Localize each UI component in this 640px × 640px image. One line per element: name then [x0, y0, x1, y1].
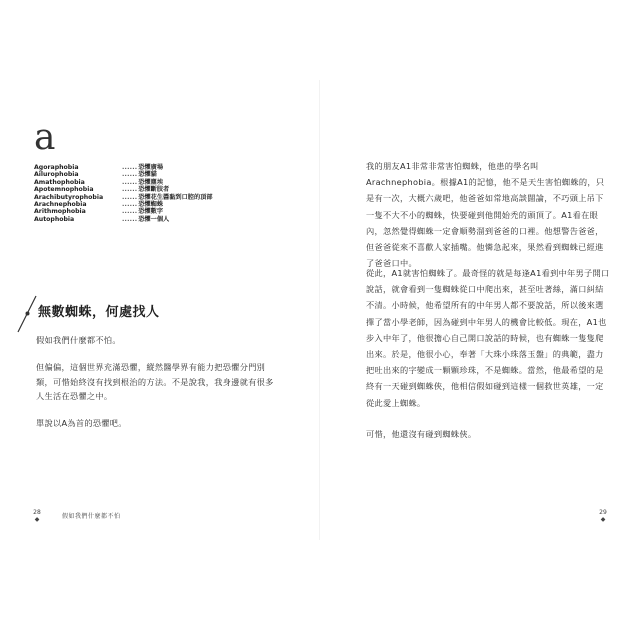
page-gutter: [319, 80, 320, 540]
page-number-text: 28: [33, 509, 41, 516]
leader-dots: ......: [122, 215, 138, 223]
leader-dots: ......: [122, 164, 138, 171]
leader-dots: ......: [122, 171, 138, 179]
phobia-meaning: 恐懼貓: [138, 171, 157, 179]
phobia-item: [34, 208, 264, 215]
leader-dots: ......: [122, 208, 138, 216]
leader-dots: ......: [122, 193, 138, 201]
body-paragraph: 假如我們什麼都不怕。: [36, 335, 121, 345]
page-mark: ◆: [600, 516, 606, 523]
phobia-term: Ailurophobia: [34, 171, 79, 179]
phobia-term: Arithmophobia: [34, 208, 86, 216]
phobia-meaning: 恐懼蜘蛛: [138, 201, 164, 209]
heading-slash-icon: [14, 294, 40, 334]
page-number: [596, 509, 610, 523]
leader-dots: ......: [122, 201, 138, 209]
phobia-list: [34, 164, 264, 223]
chapter-letter: a: [34, 117, 56, 158]
phobia-item: [34, 194, 264, 201]
phobia-meaning: 恐懼塵埃: [138, 178, 164, 186]
running-footer: 假如我們什麼都不怕: [62, 513, 121, 520]
phobia-meaning: 恐懼一個人: [138, 215, 170, 223]
phobia-term: Apotemnophobia: [34, 186, 94, 194]
phobia-item: [34, 171, 264, 178]
phobia-term: Arachnephobia: [34, 201, 87, 209]
phobia-term: Agoraphobia: [34, 164, 79, 171]
phobia-meaning: 恐懼數字: [138, 208, 164, 216]
body-paragraph: 可惜，他還沒有碰到蜘蛛俠。: [366, 429, 477, 439]
body-paragraph: 單說以A為首的恐懼吧。: [36, 418, 127, 428]
body-paragraph: 從此，A1就害怕蜘蛛了。最奇怪的就是每逢A1看到中年男子開口說話，就會看到一隻蜘蛛從口中爬出來，甚至吐著絲，滿口糾結不清。小時候，他希望所有的中年男人都不要說話，所以後來選擇了當小學老師，因為碰到中年男人的機會比較低。現在，A1也步入中年了，他很擔心自己開口說話的時候，也有蜘蛛一隻隻爬出來。於是，他很小心，奉著「大珠小珠落玉盤」的典範，盡力把吐出來的字變成一顆顆珍珠，不是蜘蛛。當然，他最希望的是終有一天碰到蜘蛛俠，他相信假如碰到這樣一個救世英雄，一定從此愛上蜘蛛。: [366, 268, 610, 408]
phobia-term: Arachibutyrophobia: [34, 193, 104, 201]
page-mark: ◆: [34, 516, 40, 523]
body-paragraph: 但偏偏，這個世界充滿恐懼，縱然醫學界有能力把恐懼分門別類，可惜始終沒有找到根治的方法。不是說我，我身邊就有很多人生活在恐懼之中。: [36, 362, 274, 401]
phobia-meaning: 恐懼花生醬黏到口腔的頂部: [138, 193, 213, 201]
phobia-meaning: 恐懼廣場: [138, 164, 164, 171]
phobia-term: Amathophobia: [34, 178, 85, 186]
leader-dots: ......: [122, 186, 138, 194]
phobia-meaning: 恐懼斷肢者: [138, 186, 170, 194]
leader-dots: ......: [122, 178, 138, 186]
section-heading: 無數蜘蛛，何處找人: [38, 305, 160, 320]
page-number-text: 29: [599, 509, 607, 516]
phobia-item: [34, 186, 264, 193]
phobia-term: Autophobia: [34, 215, 75, 223]
page-number: [30, 509, 44, 523]
phobia-item: [34, 216, 264, 223]
body-paragraph: 我的朋友A1非常非常害怕蜘蛛，他患的學名叫Arachnephobia。根據A1的記憶，他不是天生害怕蜘蛛的，只是有一次，大概六歲吧，他爸爸如常地高談闊論，不巧頭上吊下一隻不大不小的蜘蛛，快要碰到他開始禿的頭頂了。A1看在眼內，忽然覺得蜘蛛一定會順勢溜到爸爸的口裡。他想警告爸爸，但爸爸從來不喜歡人家插嘴。他憐急起來，果然看到蜘蛛已經進了爸爸口中。: [366, 161, 605, 269]
